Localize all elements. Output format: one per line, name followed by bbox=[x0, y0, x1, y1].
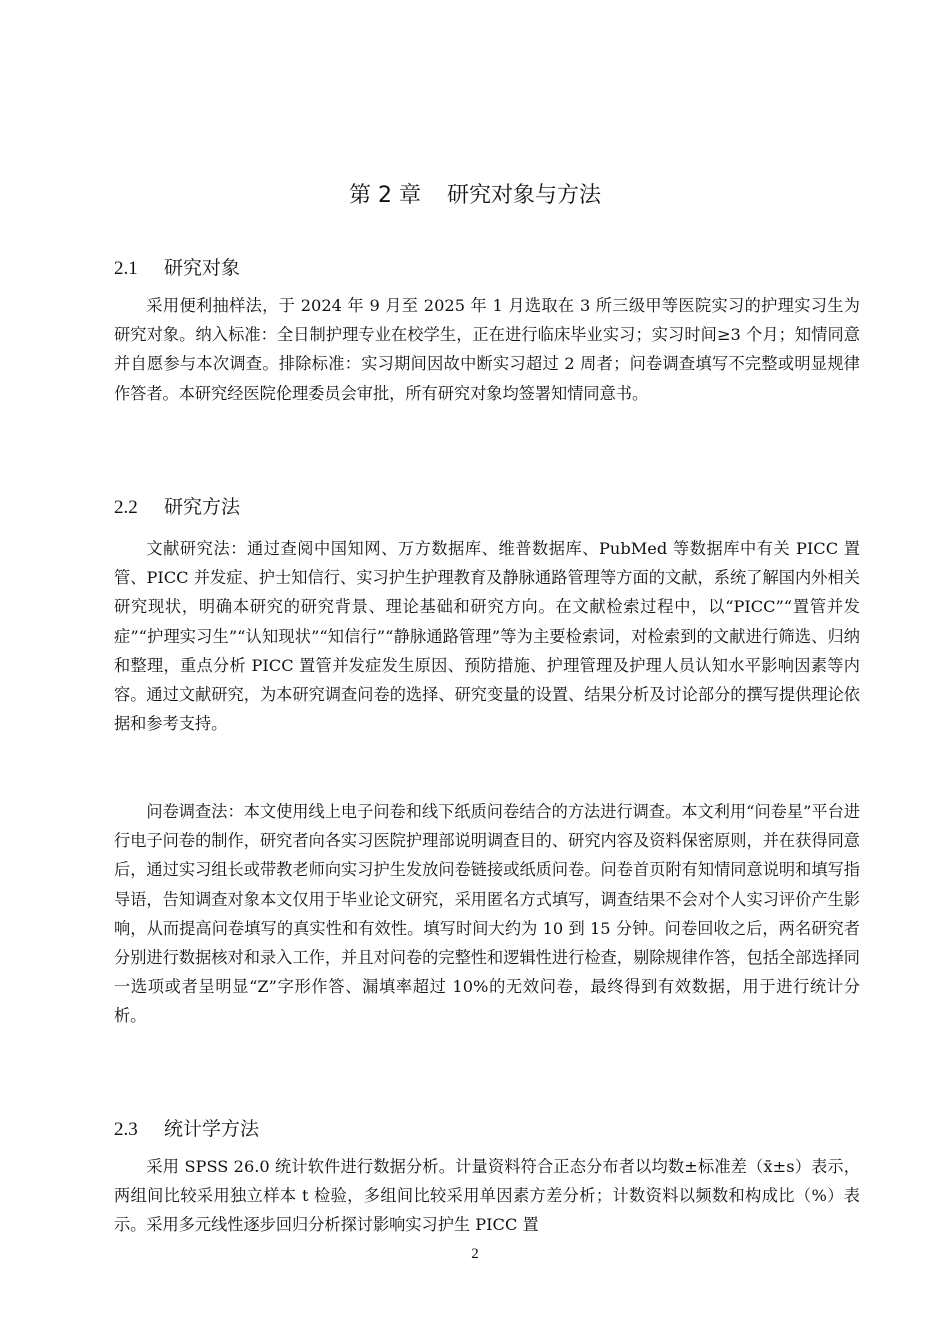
chapter-title-text: 研究对象与方法 bbox=[446, 183, 601, 208]
section-heading-2-1 bbox=[114, 253, 240, 280]
section-title: 研究对象 bbox=[164, 257, 241, 279]
paragraph-questionnaire-method: 问卷调查法：本文使用线上电子问卷和线下纸质问卷结合的方法进行调查。本文利用“问卷星”平台进行电子问卷的制作，研究者向各实习医院护理部说明调查目的、研究内容及资料保密原则，并在获得同意后，通过实习组长或带教老师向实习护生发放问卷链接或纸质问卷。问卷首页附有知情同意说明和填写指导语，告知调查对象本文仅用于毕业论文研究，采用匿名方式填写，调查结果不会对个人实习评价产生影响，从而提高问卷填写的真实性和有效性。填写时间大约为 10 到 15 分钟。问卷回收之后，两名研究者分别进行数据核对和录入工作，并且对问卷的完整性和逻辑性进行检查，剔除规律作答，包括全部选择同一选项或者呈明显“Z”字形作答、漏填率超过 10%的无效问卷，最终得到有效数据，用于进行统计分析。 bbox=[114, 802, 860, 1026]
section-title: 统计学方法 bbox=[164, 1118, 260, 1140]
section-heading-2-2 bbox=[114, 492, 240, 519]
section-number: 2.3 bbox=[114, 1119, 138, 1140]
section-number: 2.1 bbox=[114, 258, 138, 279]
paragraph-literature-method: 文献研究法：通过查阅中国知网、万方数据库、维普数据库、PubMed 等数据库中有关 PICC 置管、PICC 并发症、护士知信行、实习护生护理教育及静脉通路管理等方面的文献，系统了解国内外相关研究现状，明确本研究的研究背景、理论基础和研究方向。在文献检索过程中，以“PICC”“置管并发症”“护理实习生”“认知现状”“知信行”“静脉通路管理”等为主要检索词，对检索到的文献进行筛选、归纳和整理，重点分析 PICC 置管并发症发生原因、预防措施、护理管理及护理人员认知水平影响因素等内容。通过文献研究，为本研究调查问卷的选择、研究变量的设置、结果分析及讨论部分的撰写提供理论依据和参考支持。 bbox=[114, 539, 860, 734]
chapter-title bbox=[0, 178, 950, 209]
paragraph-research-subjects: 采用便利抽样法，于 2024 年 9 月至 2025 年 1 月选取在 3 所三级甲等医院实习的护理实习生为研究对象。纳入标准：全日制护理专业在校学生，正在进行临床毕业实习；实习时间≥3 个月；知情同意并自愿参与本次调查。排除标准：实习期间因故中断实习超过 2 周者；问卷调查填写不完整或明显规律作答者。本研究经医院伦理委员会审批，所有研究对象均签署知情同意书。 bbox=[114, 296, 860, 403]
paragraph-statistics: 采用 SPSS 26.0 统计软件进行数据分析。计量资料符合正态分布者以均数±标准差（x̄±s）表示，两组间比较采用独立样本 t 检验，多组间比较采用单因素方差分析；计数资料以频数和构成比（%）表示。采用多元线性逐步回归分析探讨影响实习护生 PICC 置 bbox=[114, 1157, 860, 1235]
section-heading-2-3 bbox=[114, 1114, 259, 1141]
page-number: 2 bbox=[471, 1246, 479, 1262]
section-number: 2.2 bbox=[114, 497, 138, 518]
section-title: 研究方法 bbox=[164, 496, 241, 518]
chapter-number: 第 2 章 bbox=[349, 183, 421, 208]
